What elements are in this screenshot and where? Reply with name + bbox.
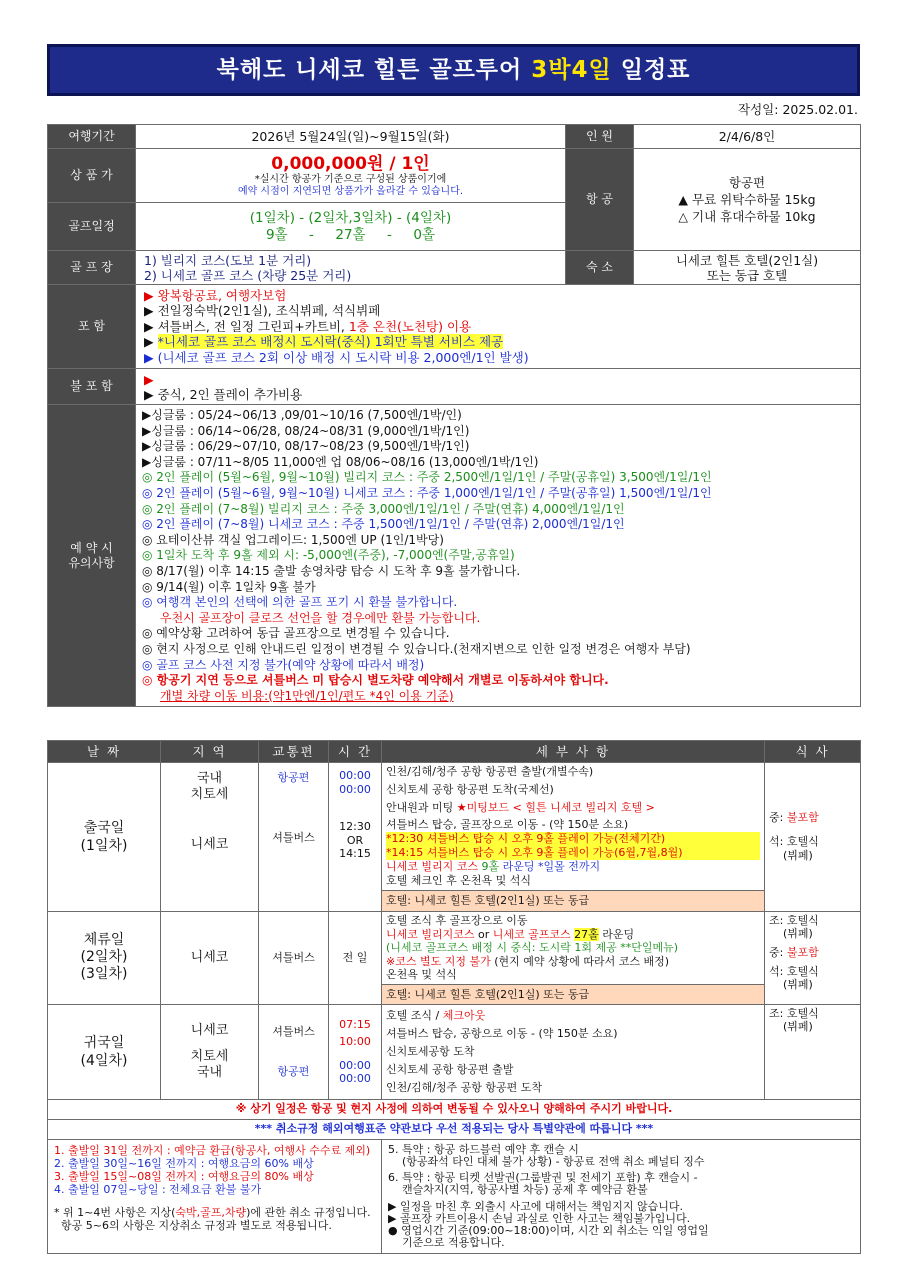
header-transport: 교통편 [259, 741, 329, 763]
included-label: 포 함 [48, 285, 136, 369]
day2-meal-lunch: 중: 불포함 [769, 946, 819, 959]
included-item-3: ▶ 셔틀버스, 전 일정 그린피+카트비, 1층 온천(노천탕) 이용 [144, 318, 472, 334]
day4-time-3: 00:00 [339, 1058, 371, 1072]
golf-schedule-holes: 9홀 - 27홀 - 0홀 [265, 226, 436, 243]
special-rule-5: 5. 특약 : 항공 하드블럭 예약 후 캔슬 시 [388, 1142, 579, 1156]
day1-time-1: 00:00 [339, 769, 371, 782]
day4-meal-breakfast: 조: 호텔식 [769, 1006, 819, 1020]
day2-meal-dinner: 석: 호텔식 [769, 965, 819, 978]
day1-detail-3: 안내원과 미팅 ★미팅보드 < 힐튼 니세코 빌리지 호텔 > [386, 801, 655, 814]
tour-info-table [47, 124, 861, 707]
note-single-2: ▶싱글룸 : 06/14~06/28, 08/24~08/31 (9,000엔/1박/1인) [142, 423, 470, 438]
notice-cart: ▶ 골프장 카트이용시 손님 과실로 인한 사고는 책임불가입니다. [388, 1211, 691, 1225]
note-refund-1: ◎ 여행객 본인의 선택에 의한 골프 포기 시 환불 불가합니다. [142, 595, 458, 610]
day1-detail-1: 인천/김해/청주 공항 항공편 출발(개별수속) [386, 765, 594, 778]
day1-detail-2: 신치토세 공항 항공편 도착(국제선) [386, 783, 554, 796]
day2-time: 전 일 [329, 912, 382, 1005]
day4-detail-4: 신치토세 공항 항공편 출발 [386, 1062, 514, 1076]
note-single-3: ▶싱글룸 : 06/29~07/10, 08/17~08/23 (9,500엔/1박/1인) [142, 439, 470, 454]
notes-label-1: 예 약 시 [70, 540, 113, 555]
period-label: 여행기간 [48, 125, 136, 149]
cancel-rule-2: 2. 출발일 30일~16일 전까지 : 여행요금의 60% 배상 [54, 1156, 314, 1170]
day2-trans: 셔틀버스 [259, 912, 329, 1005]
day2-detail-1: 호텔 조식 후 골프장으로 이동 [386, 914, 528, 927]
notes-label-2: 유의사항 [68, 555, 115, 570]
air-line-1: 항공편 [728, 175, 766, 190]
day4-time-1: 07:15 [339, 1017, 371, 1031]
course-label: 골 프 장 [48, 251, 136, 285]
note-0817: ◎ 8/17(월) 이후 14:15 출발 송영차량 탑승 시 도착 후 9홀 불가합니다. [142, 563, 521, 578]
air-label: 항 공 [566, 149, 634, 251]
day4-detail-3: 신치토세공항 도착 [386, 1044, 475, 1058]
header-region: 지 역 [161, 741, 259, 763]
note-change-schedule: ◎ 현지 사정으로 인해 안내드린 일정이 변경될 수 있습니다.(천재지변으로 인한 일정 변경은 여행자 부담) [142, 641, 691, 656]
notice-cancel-policy: *** 취소규정 해외여행표준 약관보다 우선 적용되는 당사 특별약관에 따릅니다 *** [48, 1119, 861, 1139]
day4-detail-5: 인천/김해/청주 공항 항공편 도착 [386, 1080, 543, 1094]
day1-time-3: 12:30 [339, 820, 371, 833]
day4-trans-2: 항공편 [277, 1064, 310, 1078]
note-change-course: ◎ 예약상황 고려하여 동급 골프장으로 변경될 수 있습니다. [142, 626, 450, 641]
day2-detail-2: 니세코 빌리지코스 or 니세코 골프코스 27홀 라운딩 [386, 927, 635, 941]
header-details: 세 부 사 항 [382, 741, 765, 763]
included-item-2: ▶ 전일정숙박(2인1실), 조식뷔페, 석식뷔페 [144, 303, 381, 319]
note-2p-2: ◎ 2인 플레이 (5월~6월, 9월~10월) 니세코 코스 : 주중 1,000엔/1일/1인 / 주말(공휴일) 1,500엔/1일/1인 [142, 485, 712, 500]
note-refund-2: 우천시 골프장이 클로즈 선언을 할 경우에만 환불 가능합니다. [160, 610, 481, 625]
day4-detail-2: 셔틀버스 탑승, 공항으로 이동 - (약 150분 소요) [386, 1026, 618, 1040]
air-line-3: △ 기내 휴대수하물 10kg [678, 209, 816, 224]
special-rule-6: 6. 특약 : 항공 티켓 선발권(그룹발권 및 전세기 포함) 후 캔슬시 - [388, 1170, 698, 1184]
header-date: 날 짜 [48, 741, 161, 763]
notice-hours: ● 영업시간 기준(09:00~18:00)이며, 시간 외 취소는 익일 영업일 [388, 1223, 709, 1237]
day1-hotel: 호텔: 니세코 힐튼 호텔(2인1실) 또는 동급 [382, 890, 764, 911]
day2-detail-3: (니세코 골프코스 배정 시 중식: 도시락 1회 제공 **단일메뉴) [386, 941, 679, 954]
people-value: 2/4/6/8인 [634, 125, 861, 149]
day1-trans-2: 셔틀버스 [272, 830, 315, 844]
day1-detail-6: *14:15 셔틀버스 탑승 시 오후 9홀 플레이 가능(6월,7월,8월) [386, 846, 760, 860]
header-time: 시 간 [329, 741, 382, 763]
day2-detail-4: ※코스 별도 지정 불가 (현지 예약 상황에 따라서 코스 배정) [386, 954, 670, 968]
note-2p-4: ◎ 2인 플레이 (7~8월) 니세코 코스 : 주중 1,500엔/1일/1인 / 주말(연휴) 2,000엔/1일/1인 [142, 517, 625, 532]
note-2p-1: ◎ 2인 플레이 (5월~6월, 9월~10월) 빌리지 코스 : 주중 2,500엔/1일/1인 / 주말(공휴일) 3,500엔/1일/1인 [142, 470, 712, 485]
price-label: 상 품 가 [48, 149, 136, 203]
cancel-rule-4: 4. 출발일 07일~당일 : 전체요금 환불 불가 [54, 1182, 262, 1196]
note-upgrade: ◎ 요테이산뷰 객실 업그레이드: 1,500엔 UP (1인/1박당) [142, 532, 444, 547]
day4-time-4: 00:00 [339, 1072, 371, 1085]
day4-region-2: 치토세 [190, 1048, 229, 1064]
note-flight-delay: ◎ 항공기 지연 등으로 셔틀버스 미 탑승시 별도차량 예약해서 개별로 이동하셔야 합니다. [142, 673, 609, 688]
included-item-5: ▶ (니세코 골프 코스 2회 이상 배정 시 도시락 비용 2,000엔/1인 발생) [144, 349, 529, 365]
hotel-1: 니세코 힐튼 호텔(2인1실) [675, 252, 819, 268]
day4-region-3: 국내 [196, 1064, 223, 1080]
day1-region-1: 국내 [196, 771, 223, 786]
schedule-table: 날 짜 지 역 교통편 시 간 세 부 사 항 식 사 출국일 (1일차) 국내 치토세 니세코 항공편 셔틀버스 00:00 00:00 12:30 OR 14:15 인천/김해/청주 공항 항공편 출발(개별수속) 신치토세 공항 항공편 도착(국제선) 안내원과 미팅 ★미팅보드 < 힐튼 니세코 빌리지 호텔 > 셔틀버스 탑승, 골프장으로 이동 - (약 150분 소요) *12:30 셔틀버스 탑승 시 오후 9홀 플레이 가능(전체기간) *14:15 셔틀버스 탑승 시 오후 9홀 플레이 가능(6월,7월,8월) 니세코 빌리지 코스 9홀 라운딩 *일몰 전까지 호텔 체크인 후 온천욕 및 석식 호텔: 니세코 힐튼 호텔(2인1실) 또는 동급 중: 불포함 석: 호텔식 (뷔페) 체류일 (2일차) (3일차) 니세코 셔틀버스 전 일 호텔 조식 후 골프장으로 이동 니세코 빌리지코스 or 니세코 골프코스 27홀 라운딩 (니세코 골프코스 배정 시 중식: 도시락 1회 제공 **단일메뉴) ※코스 별도 지정 불가 (현지 예약 상황에 따라서 코스 배정) 온천욕 및 석식 호텔: 니세코 힐튼 호텔(2인1실) 또는 동급 조: 호텔식 (뷔페) 중: 불포함 석: 호텔식 (뷔페) 귀국일 (4일차) 니세코 치토세 국내 셔틀버스 항공편 07:15 10:00 00:00 00:00 호텔 조식 / 체크아웃 셔틀버스 탑승, 공항으로 이동 - (약 150분 소요) 신치토세공항 도착 신치토세 공항 항공편 출발 인천/김해/청주 공항 항공편 도착 조: 호텔식 (뷔페) ※ 상기 일정은 항공 및 현지 사정에 의하여 변동될 수 있사오니 양해하여 주시기 바랍니다. *** 취소규정 해외여행표준 약관보다 우선 적용되는 당사 특별약관에 따릅니다 *** 1. 출발일 31일 전까지 : 예약금 환급(항공사, 여행사 수수료 제외) 2. 출발일 30일~16일 전까지 : 여행요금의 60% 배상 3. 출발일 15일~08일 전까지 : 여행요금의 80% 배상 4. 출발일 07일~당일 : 전체요금 환불 불가 * 위 1~4번 사항은 지상(숙박,골프,차량)에 관한 취소 규정입니다. 항공 5~6의 사항은 지상취소 규정과 별도로 적용됩니다. 5. 특약 : 항공 하드블럭 예약 후 캔슬 시 (항공좌석 타인 대체 불가 상황) - 항공료 전액 취소 페널티 징수 6. 특약 : 항공 티켓 선발권(그룹발권 및 전세기 포함) 후 캔슬시 - 캔슬차지(지역, 항공사별 차등) 공제 후 예약금 환불 ▶ 일정을 마친 후 외출시 사고에 대해서는 책임지지 않습니다. ▶ 골프장 카트이용시 손님 과실로 인한 사고는 책임불가입니다. ● 영업시간 기준(09:00~18:00)이며, 시간 외 취소는 익일 영업일 기준으로 적용합니다. [47, 740, 861, 1254]
day1-detail-8: 호텔 체크인 후 온천욕 및 석식 [386, 874, 531, 887]
price-value: 0,000,000원 / 1인 [271, 153, 430, 174]
cancel-rule-1: 1. 출발일 31일 전까지 : 예약금 환급(항공사, 여행사 수수료 제외) [54, 1143, 371, 1157]
course-1: 1) 빌리지 코스(도보 1분 거리) [144, 252, 312, 268]
note-2p-3: ◎ 2인 플레이 (7~8월) 빌리지 코스 : 주중 3,000엔/1일/1인 / 주말(연휴) 4,000엔/1일/1인 [142, 501, 625, 516]
day1-label: 출국일 [83, 820, 125, 836]
golf-schedule-label: 골프일정 [48, 203, 136, 251]
excluded-item-2: ▶ 중식, 2인 플레이 추가비용 [144, 386, 303, 402]
period-value: 2026년 5월24일(일)~9월15일(화) [136, 125, 566, 149]
day2-region: 니세코 [161, 912, 259, 1005]
note-single-4: ▶싱글룸 : 07/11~8/05 11,000엔 업 08/06~08/16 (13,000엔/1박/1인) [142, 454, 539, 469]
note-vehicle-cost: 개별 차량 이동 비용:(약1만엔/1인/편도 *4인 이용 기준) [160, 688, 454, 703]
day2-hotel: 호텔: 니세코 힐튼 호텔(2인1실) 또는 동급 [382, 984, 764, 1004]
included-item-4: ▶ *니세코 골프 코스 배정시 도시락(중식) 1회만 특별 서비스 제공 [144, 334, 504, 350]
excluded-item-1: ▶ [144, 371, 154, 387]
day1-time-2: 00:00 [339, 782, 371, 796]
notice-schedule-change: ※ 상기 일정은 항공 및 현지 사정에 의하여 변동될 수 있사오니 양해하여 주시기 바랍니다. [48, 1099, 861, 1119]
people-label: 인 원 [566, 125, 634, 149]
day1-region-3: 니세코 [190, 837, 229, 852]
day4-detail-1: 호텔 조식 / 체크아웃 [386, 1008, 486, 1022]
day2-meal-breakfast: 조: 호텔식 [769, 914, 819, 927]
created-date: 작성일: 2025.02.01. [738, 102, 858, 117]
hotel-2: 또는 동급 호텔 [706, 267, 788, 283]
price-note-2: 예약 시점이 지연되면 상품가가 올라갈 수 있습니다. [237, 185, 464, 197]
included-item-1: ▶ 왕복항공료, 여행자보험 [144, 287, 287, 303]
day1-detail-7: 니세코 빌리지 코스 9홀 라운딩 *일몰 전까지 [386, 860, 601, 873]
note-0914: ◎ 9/14(월) 이후 1일차 9홀 불가 [142, 579, 316, 594]
day1-trans-1: 항공편 [277, 771, 310, 784]
excluded-label: 불 포 함 [48, 369, 136, 405]
day1-detail-4: 셔틀버스 탑승, 골프장으로 이동 - (약 150분 소요) [386, 818, 629, 831]
day4-label: 귀국일 [83, 1034, 125, 1051]
day1-meal-lunch: 중: 불포함 [769, 811, 819, 824]
day2-detail-5: 온천욕 및 석식 [386, 968, 457, 981]
note-course-assign: ◎ 골프 코스 사전 지정 불가(예약 상황에 따라서 배정) [142, 657, 425, 672]
day4-time-2: 10:00 [339, 1035, 371, 1048]
air-line-2: ▲ 무료 위탁수하물 15kg [678, 192, 816, 207]
header-meals: 식 사 [765, 741, 861, 763]
page-title: 북해도 니세코 힐튼 골프투어 3박4일 일정표 [47, 44, 860, 96]
day4-region-1: 니세코 [190, 1022, 229, 1038]
notice-outing: ▶ 일정을 마친 후 외출시 사고에 대해서는 책임지지 않습니다. [388, 1199, 683, 1213]
cancel-note-1: * 위 1~4번 사항은 지상(숙박,골프,차량)에 관한 취소 규정입니다. [54, 1205, 371, 1219]
cancel-note-2: 항공 5~6의 사항은 지상취소 규정과 별도로 적용됩니다. [54, 1218, 332, 1232]
day2-label: 체류일 [83, 932, 125, 949]
hotel-label: 숙 소 [566, 251, 634, 285]
day1-detail-5: *12:30 셔틀버스 탑승 시 오후 9홀 플레이 가능(전체기간) [386, 832, 760, 846]
note-single-1: ▶싱글룸 : 05/24~06/13 ,09/01~10/16 (7,500엔/1박/인) [142, 408, 462, 422]
day1-region-2: 치토세 [190, 787, 229, 802]
day4-trans-1: 셔틀버스 [272, 1025, 315, 1038]
course-2: 2) 니세코 골프 코스 (차량 25분 거리) [144, 267, 352, 283]
price-note-1: *실시간 항공가 기준으로 구성된 상품이기에 [254, 173, 447, 185]
golf-schedule-days: (1일차) - (2일차,3일차) - (4일차) [249, 209, 452, 226]
cancel-rule-3: 3. 출발일 15일~08일 전까지 : 여행요금의 80% 배상 [54, 1169, 314, 1183]
note-day1-discount: ◎ 1일차 도착 후 9홀 제외 시: -5,000엔(주중), -7,000엔(주말,공휴일) [142, 548, 515, 563]
day1-meal-dinner: 석: 호텔식 [769, 835, 819, 848]
